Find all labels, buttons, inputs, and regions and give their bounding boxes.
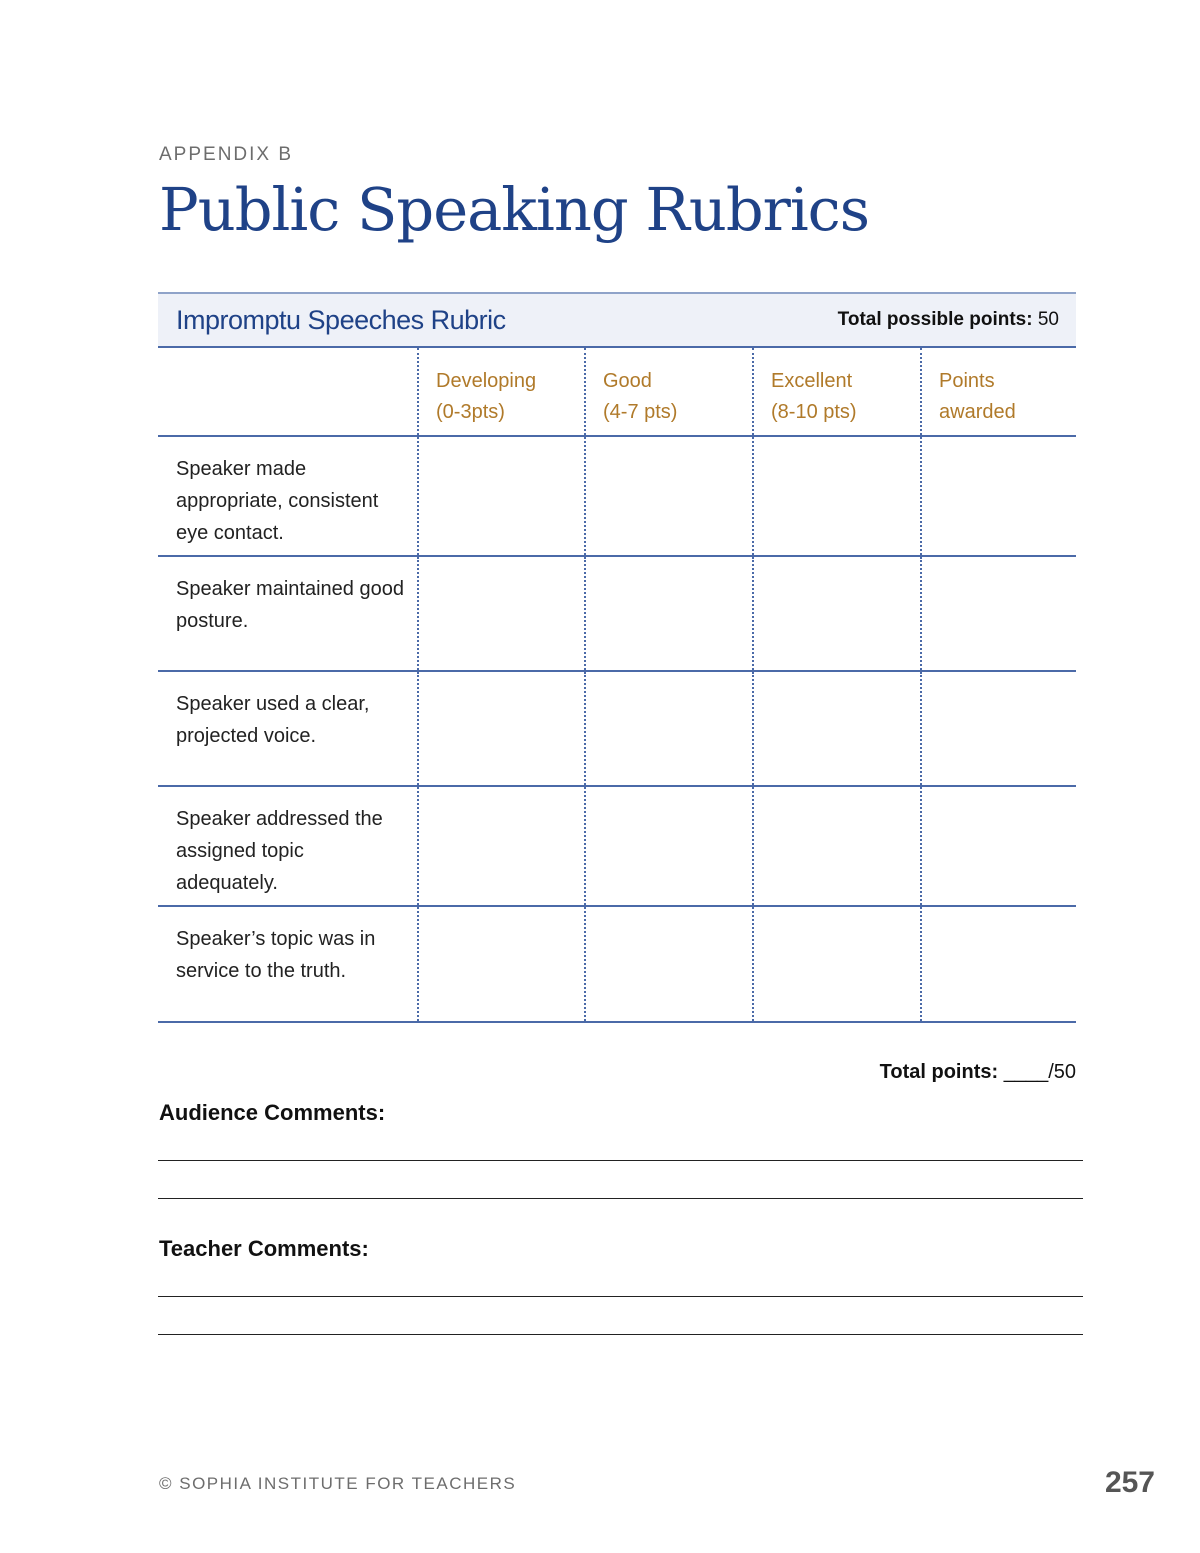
column-header-row: [158, 348, 1076, 436]
score-cell[interactable]: [585, 556, 753, 671]
column-header-line: (4-7 pts): [603, 401, 678, 423]
rubric-title: Impromptu Speeches Rubric: [176, 304, 506, 335]
column-header-line: Good: [603, 370, 652, 392]
score-cell[interactable]: [418, 671, 585, 786]
score-cell[interactable]: [418, 436, 585, 556]
score-cell[interactable]: [585, 671, 753, 786]
criterion-label: Speaker addressed the assigned topic adequately.: [176, 808, 383, 894]
rubric-table: [158, 292, 1076, 1023]
total-possible-label: Total possible points:: [837, 309, 1033, 330]
score-cell[interactable]: [585, 436, 753, 556]
table-row: [158, 671, 1076, 786]
criteria-header-cell: [158, 348, 418, 436]
total-points-value[interactable]: ____/50: [1003, 1061, 1076, 1083]
score-cell[interactable]: [418, 786, 585, 906]
page-number: 257: [1104, 1466, 1155, 1499]
footer-credit: © SOPHIA INSTITUTE FOR TEACHERS: [159, 1474, 517, 1493]
criterion-label: Speaker used a clear, projected voice.: [176, 693, 370, 747]
total-points-label: Total points:: [879, 1061, 999, 1083]
column-header-line: Excellent: [771, 370, 853, 392]
column-header-excellent: [753, 348, 921, 436]
score-cell[interactable]: [753, 906, 921, 1022]
table-row: [158, 436, 1076, 556]
column-header-points-awarded: [921, 348, 1076, 436]
column-header-developing: [418, 348, 585, 436]
table-row: [158, 786, 1076, 906]
teacher-comments-label: Teacher Comments:: [159, 1236, 369, 1261]
score-cell[interactable]: [418, 556, 585, 671]
score-cell[interactable]: [753, 436, 921, 556]
column-header-line: (0-3pts): [436, 401, 505, 423]
rubric-header: [158, 292, 1076, 348]
table-row: [158, 906, 1076, 1022]
criterion-label: Speaker maintained good posture.: [176, 578, 404, 632]
points-awarded-cell[interactable]: [921, 556, 1076, 671]
points-awarded-cell[interactable]: [921, 671, 1076, 786]
audience-comment-line[interactable]: [158, 1198, 1083, 1199]
score-cell[interactable]: [753, 671, 921, 786]
total-points: [880, 1061, 1076, 1084]
column-header-line: Points: [939, 370, 995, 392]
audience-comment-line[interactable]: [158, 1160, 1083, 1161]
score-cell[interactable]: [753, 556, 921, 671]
criterion-label: Speaker made appropriate, consistent eye contact.: [176, 458, 379, 544]
rubric-grid: [158, 348, 1076, 1023]
total-possible-value: 50: [1037, 309, 1059, 330]
score-cell[interactable]: [585, 906, 753, 1022]
criterion-label: Speaker’s topic was in service to the truth.: [176, 928, 376, 982]
column-header-good: [585, 348, 753, 436]
total-possible-points: [838, 309, 1059, 331]
teacher-comment-line[interactable]: [158, 1296, 1083, 1297]
points-awarded-cell[interactable]: [921, 436, 1076, 556]
points-awarded-cell[interactable]: [921, 906, 1076, 1022]
teacher-comment-line[interactable]: [158, 1334, 1083, 1335]
column-header-line: (8-10 pts): [771, 401, 857, 423]
column-header-line: awarded: [939, 401, 1016, 423]
audience-comments-label: Audience Comments:: [159, 1100, 386, 1125]
page-title: Public Speaking Rubrics: [159, 175, 870, 244]
table-row: [158, 556, 1076, 671]
column-header-line: Developing: [436, 370, 537, 392]
score-cell[interactable]: [753, 786, 921, 906]
score-cell[interactable]: [585, 786, 753, 906]
score-cell[interactable]: [418, 906, 585, 1022]
points-awarded-cell[interactable]: [921, 786, 1076, 906]
appendix-label: APPENDIX B: [159, 144, 294, 165]
